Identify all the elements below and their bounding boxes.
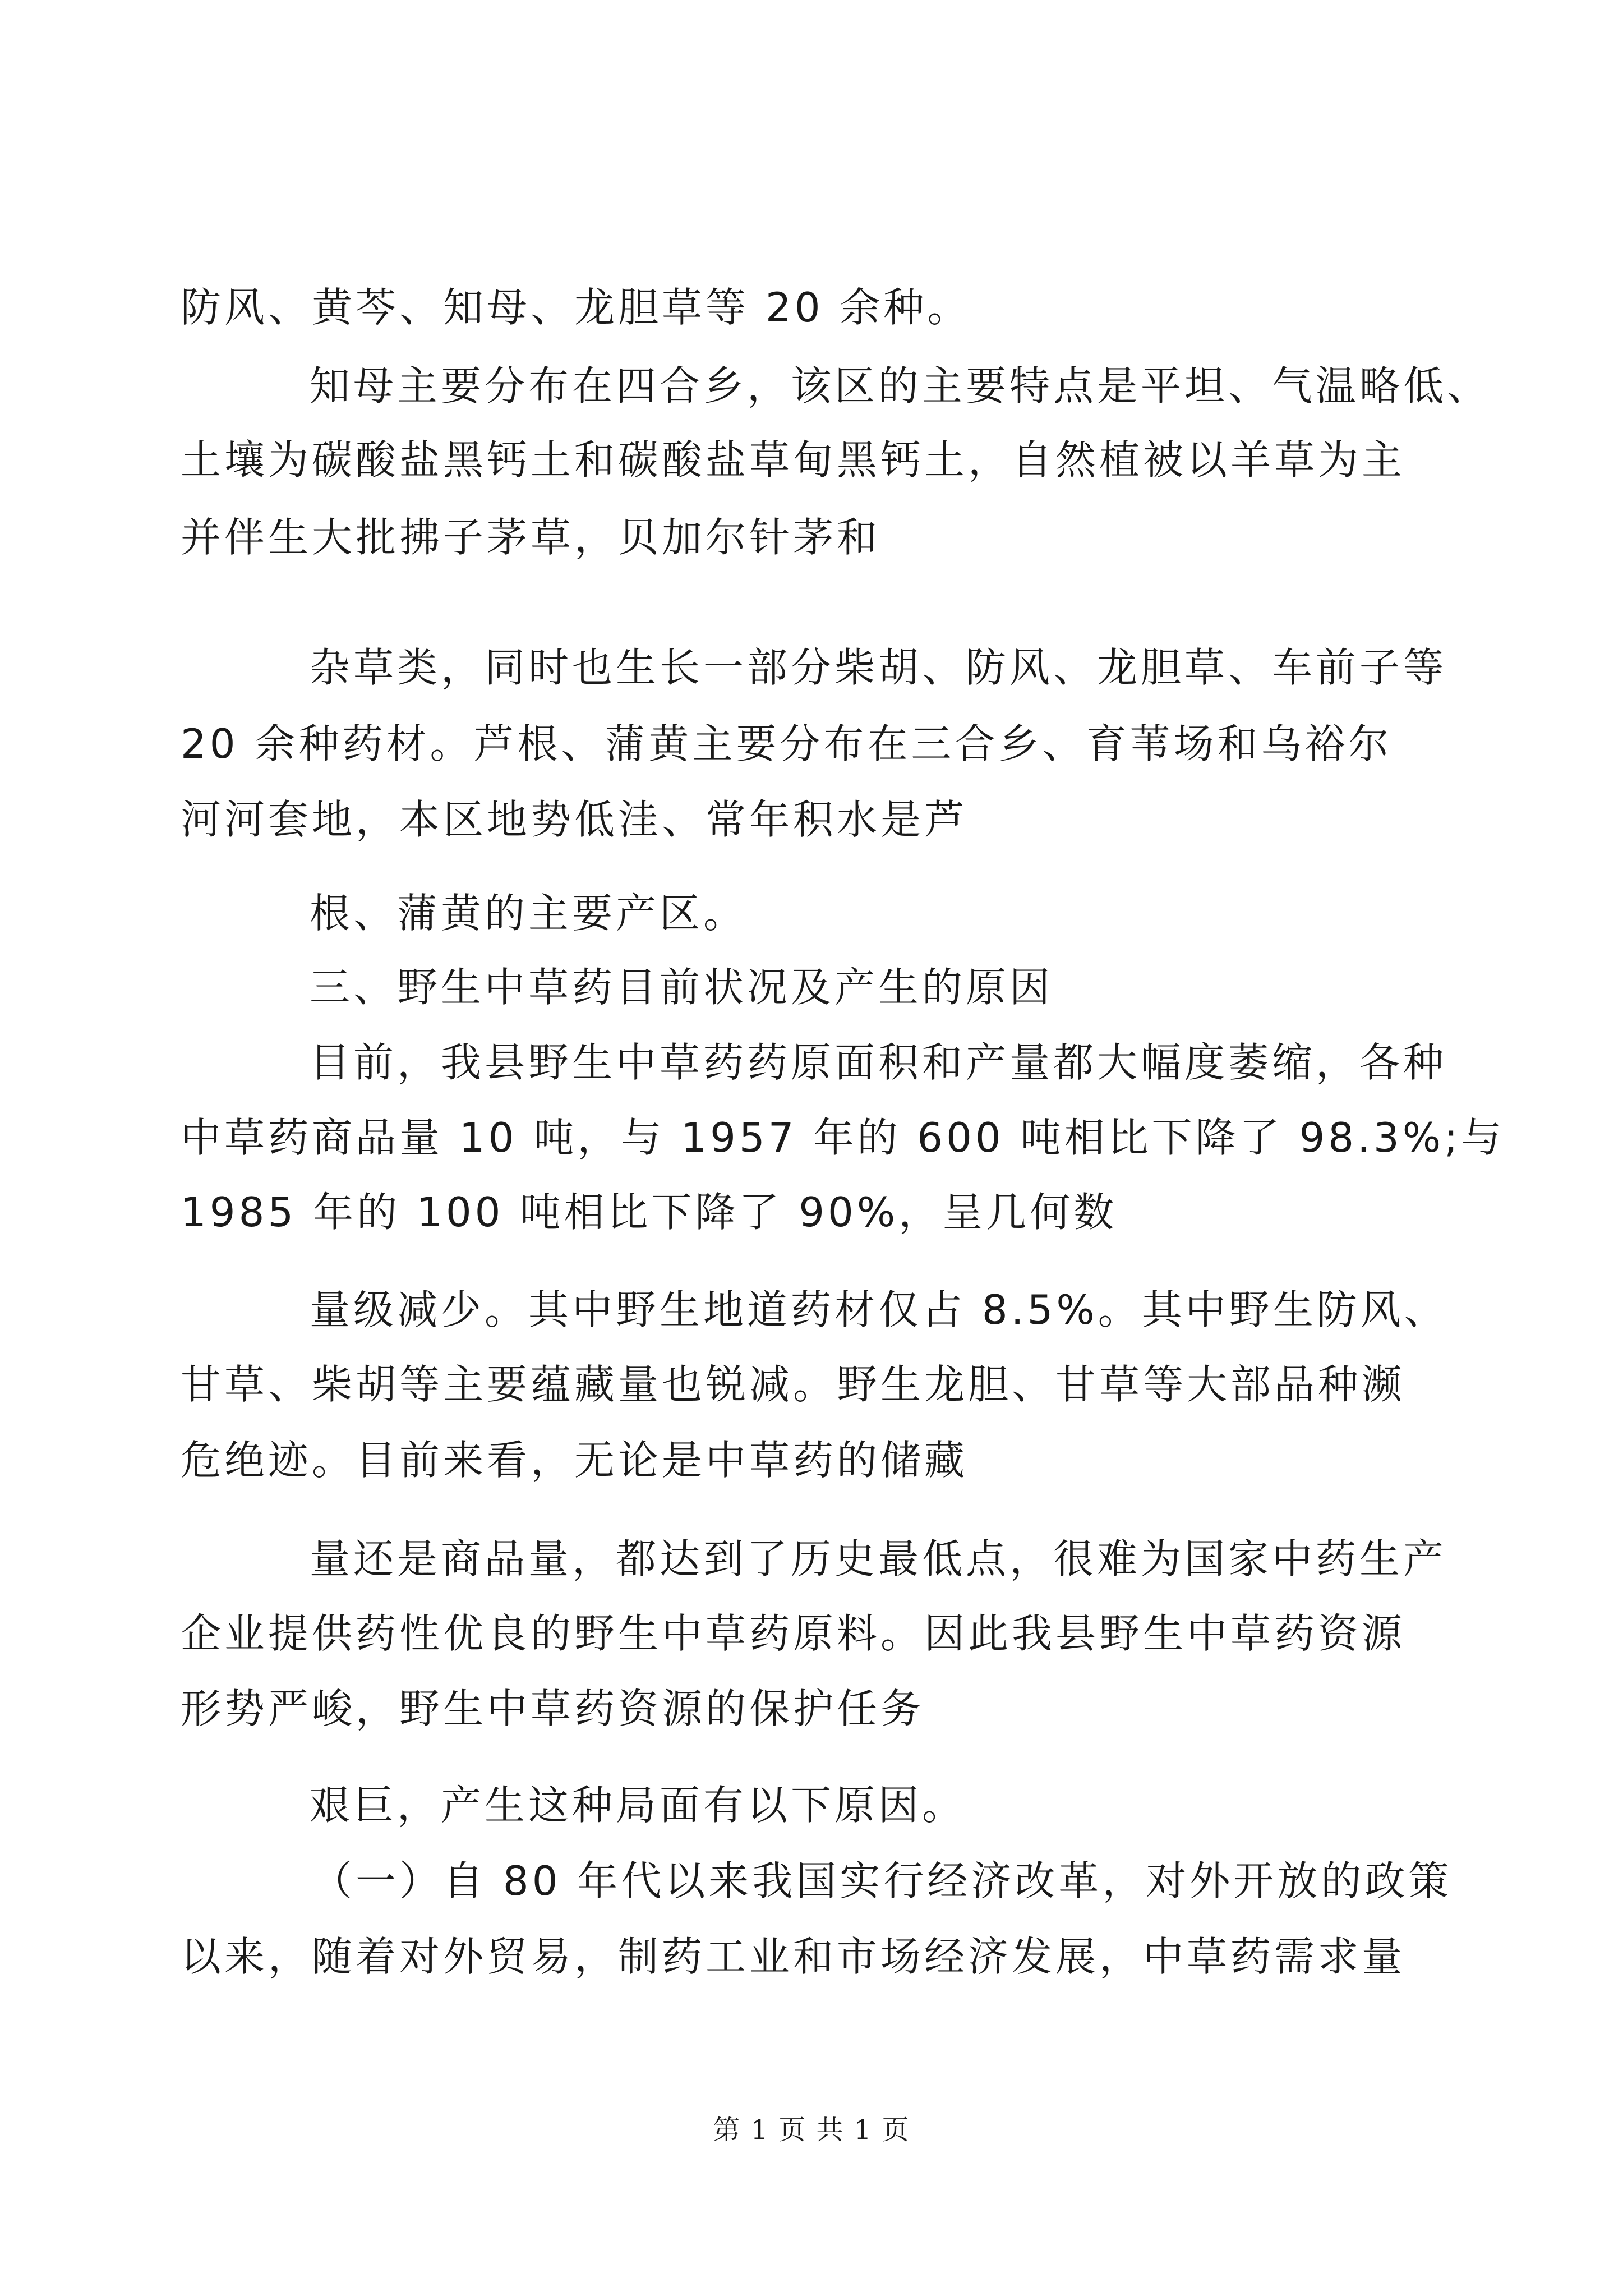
text-line: 防风、黄芩、知母、龙胆草等 20 余种。 xyxy=(181,284,971,331)
text-line: 根、蒲黄的主要产区。 xyxy=(310,890,748,937)
text-line: 危绝迹。目前来看，无论是中草药的储藏 xyxy=(181,1437,969,1484)
text-line: 河河套地，本区地势低洼、常年积水是芦 xyxy=(181,796,969,843)
text-line: 形势严峻，野生中草药资源的保护任务 xyxy=(181,1685,925,1732)
text-line: 杂草类，同时也生长一部分柴胡、防风、龙胆草、车前子等 xyxy=(310,644,1447,691)
text-line: 量级减少。其中野生地道药材仅占 8.5%。其中野生防风、 xyxy=(310,1286,1448,1333)
text-line: 甘草、柴胡等主要蕴藏量也锐减。野生龙胆、甘草等大部品种濒 xyxy=(181,1361,1406,1408)
page-footer: 第 1 页 共 1 页 xyxy=(713,2114,910,2146)
text-line: 企业提供药性优良的野生中草药原料。因此我县野生中草药资源 xyxy=(181,1610,1406,1657)
text-line: （一）自 80 年代以来我国实行经济改革，对外开放的政策 xyxy=(312,1857,1453,1904)
text-line: 20 余种药材。芦根、蒲黄主要分布在三合乡、育苇场和乌裕尔 xyxy=(181,720,1393,767)
text-line: 1985 年的 100 吨相比下降了 90%，呈几何数 xyxy=(181,1189,1118,1236)
text-line: 目前，我县野生中草药药原面积和产量都大幅度萎缩，各种 xyxy=(310,1039,1447,1086)
text-line: 艰巨，产生这种局面有以下原因。 xyxy=(310,1782,966,1829)
text-line: 并伴生大批拂子茅草，贝加尔针茅和 xyxy=(181,514,881,561)
text-line: 以来，随着对外贸易，制药工业和市场经济发展，中草药需求量 xyxy=(181,1933,1406,1980)
text-line: 土壤为碳酸盐黑钙土和碳酸盐草甸黑钙土，自然植被以羊草为主 xyxy=(181,436,1406,484)
text-line: 量还是商品量，都达到了历史最低点，很难为国家中药生产 xyxy=(310,1535,1447,1582)
text-line: 中草药商品量 10 吨，与 1957 年的 600 吨相比下降了 98.3%;与 xyxy=(181,1114,1505,1161)
section-heading: 三、野生中草药目前状况及产生的原因 xyxy=(310,964,1054,1011)
text-line: 知母主要分布在四合乡，该区的主要特点是平坦、气温略低、 xyxy=(310,362,1491,409)
